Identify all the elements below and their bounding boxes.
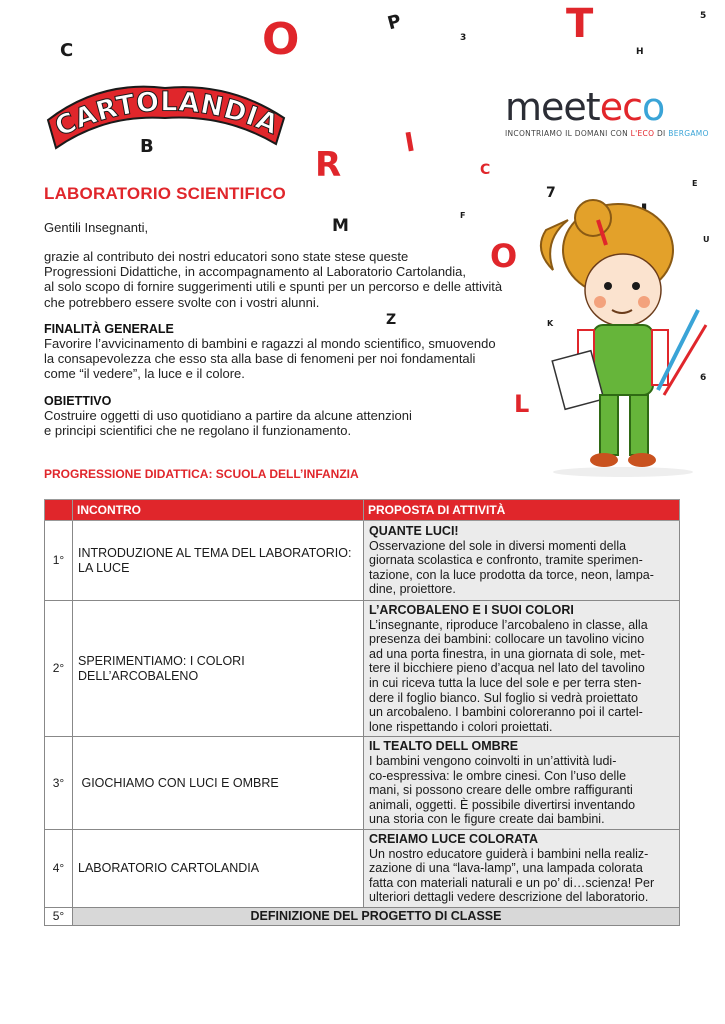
girl-illustration	[538, 190, 718, 480]
decor-letter: Z	[386, 312, 397, 328]
decor-letter: 5	[700, 11, 707, 21]
obiettivo-paragraph: Costruire oggetti di uso quotidiano a partire da alcune attenzioni e principi scientifici che ne regolano il funzionamento.	[44, 408, 412, 439]
meeteco-wordmark: meeteco	[505, 85, 665, 129]
svg-text:CARTOLANDIA	[50, 86, 283, 143]
row-number: 4°	[45, 829, 73, 907]
decor-letter: F	[460, 211, 466, 220]
row-number: 2°	[45, 601, 73, 737]
row-number: 1°	[45, 521, 73, 601]
table-row	[45, 829, 680, 907]
decor-letter: R	[315, 145, 342, 185]
final-project-label: DEFINIZIONE DEL PROGETTO DI CLASSE	[73, 907, 680, 925]
decor-letter: 6	[700, 373, 707, 383]
row-number: 5°	[45, 907, 73, 925]
header-num	[45, 500, 73, 521]
table-header-row	[45, 500, 680, 521]
decor-letter: T	[566, 1, 594, 47]
decor-letter: 3	[460, 33, 467, 43]
decor-letter: M	[332, 216, 349, 236]
decor-letter: B	[140, 136, 154, 157]
header-proposta: PROPOSTA DI ATTIVITÀ	[364, 500, 680, 521]
row-incontro: GIOCHIAMO CON LUCI E OMBRE	[73, 737, 364, 830]
table-row	[45, 737, 680, 830]
greeting: Gentili Insegnanti,	[44, 220, 149, 235]
decor-letter: P	[385, 10, 404, 35]
cartolandia-logo	[40, 78, 290, 158]
row-activity: L’ARCOBALENO E I SUOI COLORI L’insegnante, riproduce l’arcobaleno in classe, alla presenza dei bambini: collocare un tavolino vicino ad una porta finestra, in una giornata di sole, met- tere il bicchiere pieno d’acqua nel lato del tavolino in cui riceva tutta la luce del sole e per terra sten- dere il foglio bianco. Sul foglio si vedrà proiettato un arcobaleno. I bambini coloreranno poi il cartel- lone rispettando i colori proiettati.	[364, 601, 680, 737]
obiettivo-heading: OBIETTIVO	[44, 394, 112, 408]
row-activity: CREIAMO LUCE COLORATA Un nostro educatore guiderà i bambini nella realiz- zazione di una “lava-lamp”, una lampada colorata fatta con materiali naturali e un po’ di…scienza! Per ulteriori dettagli vedere descrizione del laboratorio.	[364, 829, 680, 907]
decor-letter: K	[547, 319, 554, 328]
table-row	[45, 601, 680, 737]
table-row	[45, 521, 680, 601]
row-activity: IL TEALTO DELL OMBRE I bambini vengono coinvolti in un’attività ludi- co-espressiva: le ombre cinesi. Con l’uso delle mani, si possono creare delle ombre raffiguranti animali, oggetti. È possibile divertirsi inventando una storia con le figure create dai bambini.	[364, 737, 680, 830]
decor-letter: I	[402, 127, 418, 159]
decor-letter: C	[60, 40, 74, 61]
decor-letter: C	[480, 162, 491, 178]
finalita-heading: FINALITÀ GENERALE	[44, 322, 174, 336]
meeteco-tagline: INCONTRIAMO IL DOMANI CON L'ECO DI BERGAMO	[505, 129, 709, 138]
decor-letter: O	[490, 237, 518, 275]
cartolandia-logo-text: CARTOLANDIA	[50, 86, 283, 144]
decor-letter: 7	[546, 185, 556, 201]
row-incontro: SPERIMENTIAMO: I COLORI DELL’ARCOBALENO	[73, 601, 364, 737]
row-incontro: LABORATORIO CARTOLANDIA	[73, 829, 364, 907]
decor-letter: L	[514, 390, 530, 418]
intro-paragraph: grazie al contributo dei nostri educatori sono state stese queste Progressioni Didattiche, in accompagnamento al Laboratorio Cartolandia, al solo scopo di fornire suggerimenti utili e spunti per un percorso e delle attività che potrebbero essere svolte con i vostri alunni.	[44, 249, 503, 310]
decor-letter: O	[262, 14, 300, 65]
meeteco-logo	[505, 85, 709, 148]
row-incontro: INTRODUZIONE AL TEMA DEL LABORATORIO: LA LUCE	[73, 521, 364, 601]
decor-letter: H	[636, 47, 644, 57]
progression-title: PROGRESSIONE DIDATTICA: SCUOLA DELL’INFANZIA	[44, 467, 359, 481]
page-title: LABORATORIO SCIENTIFICO	[44, 184, 286, 203]
activity-table	[44, 499, 680, 926]
row-number: 3°	[45, 737, 73, 830]
decor-letter: E	[692, 179, 698, 188]
table-row-final	[45, 907, 680, 925]
finalita-paragraph: Favorire l’avvicinamento di bambini e ragazzi al mondo scientifico, smuovendo la consapevolezza che esso sta alla base di fenomeni per noi fondamentali come “il vedere”, la luce e il colore.	[44, 336, 496, 382]
row-activity: QUANTE LUCI! Osservazione del sole in diversi momenti della giornata scolastica e confronto, tramite sperimen- tazione, con la luce prodotta da torce, neon, lampa- dine, proiettore.	[364, 521, 680, 601]
header-incontro: INCONTRO	[73, 500, 364, 521]
decor-letter: U	[703, 235, 710, 244]
